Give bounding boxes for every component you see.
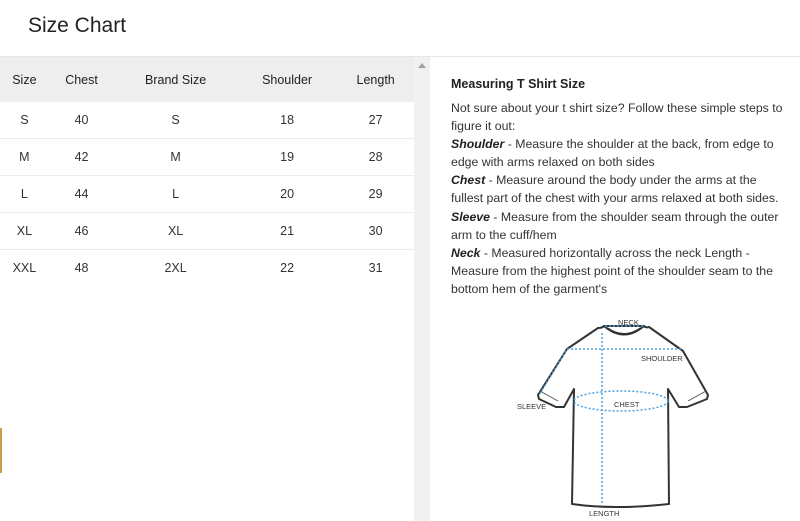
guide-term-sleeve: Sleeve <box>451 209 490 224</box>
guide-term-neck: Neck <box>451 245 481 260</box>
table-cell-chest: 40 <box>49 102 114 139</box>
table-cell-brand-size: S <box>114 102 237 139</box>
guide-step-shoulder <box>451 135 791 171</box>
guide-step-sleeve <box>451 208 791 244</box>
table-row <box>0 250 414 287</box>
column-header-chest: Chest <box>65 72 98 87</box>
size-table-pane <box>0 57 414 521</box>
size-table <box>0 57 414 286</box>
table-row <box>0 213 414 250</box>
guide-intro: Not sure about your t shirt size? Follow these simple steps to figure it out: <box>451 101 783 134</box>
table-cell-brand-size: L <box>114 176 237 213</box>
table-cell-length: 27 <box>337 102 414 139</box>
guide-term-chest: Chest <box>451 173 486 188</box>
column-header-shoulder: Shoulder <box>262 72 313 87</box>
measuring-guide-pane <box>430 57 800 521</box>
table-cell-size: XXL <box>12 261 37 275</box>
table-cell-chest: 44 <box>49 176 114 213</box>
scroll-up-arrow-icon[interactable] <box>418 63 426 68</box>
table-cell-brand-size: XL <box>114 213 237 250</box>
table-cell-size: S <box>0 102 49 139</box>
guide-desc-shoulder: - Measure the shoulder at the back, from edge to edge with arms relaxed on both sides <box>451 137 774 170</box>
table-cell-chest: 42 <box>49 139 114 176</box>
table-cell-length: 28 <box>337 139 414 176</box>
column-header-length: Length <box>356 72 395 87</box>
table-cell-size: L <box>0 176 49 213</box>
modal-title: Size Chart <box>28 14 127 37</box>
guide-term-shoulder: Shoulder <box>451 137 505 152</box>
guide-step-neck <box>451 244 791 298</box>
table-cell-shoulder: 19 <box>237 139 337 176</box>
sleeve-label: SLEEVE <box>517 402 547 411</box>
table-cell-size: XL <box>0 213 49 250</box>
column-header-brand-size: Brand Size <box>145 72 207 87</box>
neck-label: NECK <box>618 319 639 327</box>
table-row <box>0 139 414 176</box>
modal-header <box>0 0 800 57</box>
table-cell-brand-size: M <box>114 139 237 176</box>
table-cell-length: 31 <box>368 261 383 275</box>
table-cell-shoulder: 18 <box>237 102 337 139</box>
guide-title: Measuring T Shirt Size <box>451 77 586 91</box>
guide-desc-neck: - Measured horizontally across the neck Length - Measure from the highest point of the shoulder seam to the bottom hem of the garment's <box>451 245 773 296</box>
length-label: LENGTH <box>589 509 620 518</box>
table-cell-length: 29 <box>337 176 414 213</box>
table-cell-size: M <box>0 139 49 176</box>
table-cell-chest: 46 <box>49 213 114 250</box>
tshirt-measurement-icon <box>514 319 724 519</box>
table-cell-length: 30 <box>337 213 414 250</box>
table-cell-shoulder: 22 <box>280 261 295 275</box>
table-scrollbar[interactable] <box>414 57 430 521</box>
left-edge-marker <box>0 428 2 473</box>
guide-desc-sleeve: - Measure from the shoulder seam through the outer arm to the cuff/hem <box>451 209 779 242</box>
shoulder-label: SHOULDER <box>641 354 683 363</box>
table-row <box>0 176 414 213</box>
table-cell-shoulder: 20 <box>237 176 337 213</box>
guide-step-chest <box>451 171 791 207</box>
table-header-row <box>0 57 414 102</box>
table-cell-brand-size: 2XL <box>164 261 187 275</box>
table-cell-shoulder: 21 <box>237 213 337 250</box>
chest-label: CHEST <box>614 400 640 409</box>
table-row <box>0 102 414 139</box>
guide-text <box>451 99 791 298</box>
guide-desc-chest: - Measure around the body under the arms at the fullest part of the chest with your arms relaxed at both sides. <box>451 173 779 206</box>
column-header-size: Size <box>12 72 37 87</box>
table-cell-chest: 48 <box>74 261 89 275</box>
